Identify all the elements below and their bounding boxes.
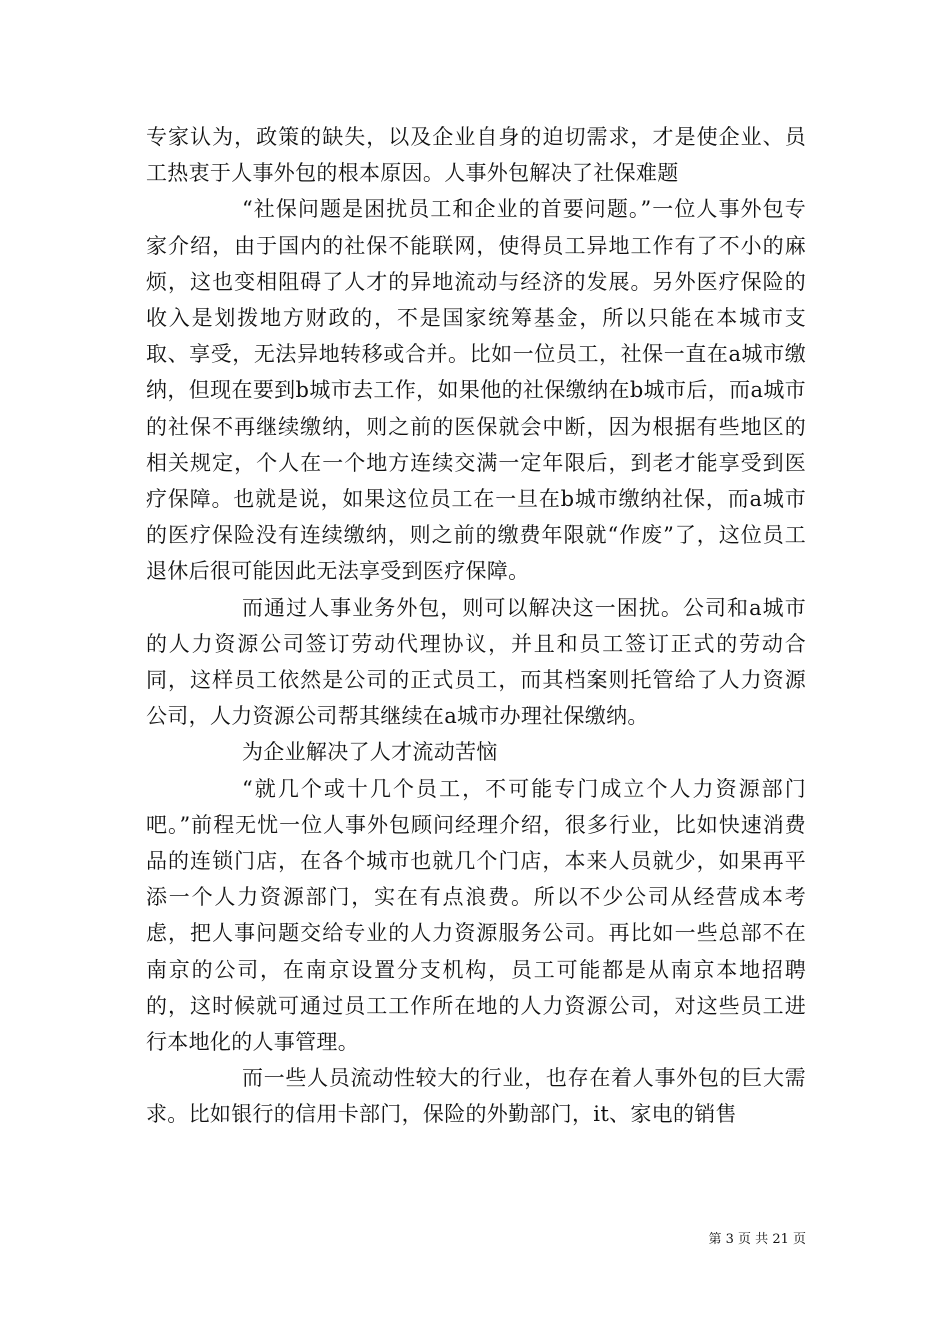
document-body [146,119,806,1133]
paragraph-1: 专家认为，政策的缺失，以及企业自身的迫切需求，才是使企业、员工热衷于人事外包的根本原因。人事外包解决了社保难题 [146,125,806,186]
paragraph-5: 而一些人员流动性较大的行业，也存在着人事外包的巨大需求。比如银行的信用卡部门，保险的外勤部门，it、家电的销售 [146,1066,806,1127]
paragraph-3: 而通过人事业务外包，则可以解决这一困扰。公司和a城市的人力资源公司签订劳动代理协议，并且和员工签订正式的劳动合同，这样员工依然是公司的正式员工，而其档案则托管给了人力资源公司，人力资源公司帮其继续在a城市办理社保缴纳。 [146,595,806,729]
paragraph-4: “就几个或十几个员工，不可能专门成立个人力资源部门吧。”前程无忧一位人事外包顾问经理介绍，很多行业，比如快速消费品的连锁门店，在各个城市也就几个门店，本来人员就少，如果再平添一个人力资源部门，实在有点浪费。所以不少公司从经营成本考虑，把人事问题交给专业的人力资源服务公司。再比如一些总部不在南京的公司，在南京设置分支机构，员工可能都是从南京本地招聘的，这时候就可通过员工工作所在地的人力资源公司，对这些员工进行本地化的人事管理。 [146,776,806,1055]
paragraph-2: “社保问题是困扰员工和企业的首要问题。”一位人事外包专家介绍，由于国内的社保不能联网，使得员工异地工作有了不小的麻烦，这也变相阻碍了人才的异地流动与经济的发展。另外医疗保险的收入是划拨地方财政的，不是国家统筹基金，所以只能在本城市支取、享受，无法异地转移或合并。比如一位员工，社保一直在a城市缴纳，但现在要到b城市去工作，如果他的社保缴纳在b城市后，而a城市的社保不再继续缴纳，则之前的医保就会中断，因为根据有些地区的相关规定，个人在一个地方连续交满一定年限后，到老才能享受到医疗保障。也就是说，如果这位员工在一旦在b城市缴纳社保，而a城市的医疗保险没有连续缴纳，则之前的缴费年限就“作废”了，这位员工退休后很可能因此无法享受到医疗保障。 [146,197,806,584]
page-number-footer: 第 3 页 共 21 页 [708,1232,806,1247]
section-heading: 为企业解决了人才流动苦恼 [242,740,498,765]
